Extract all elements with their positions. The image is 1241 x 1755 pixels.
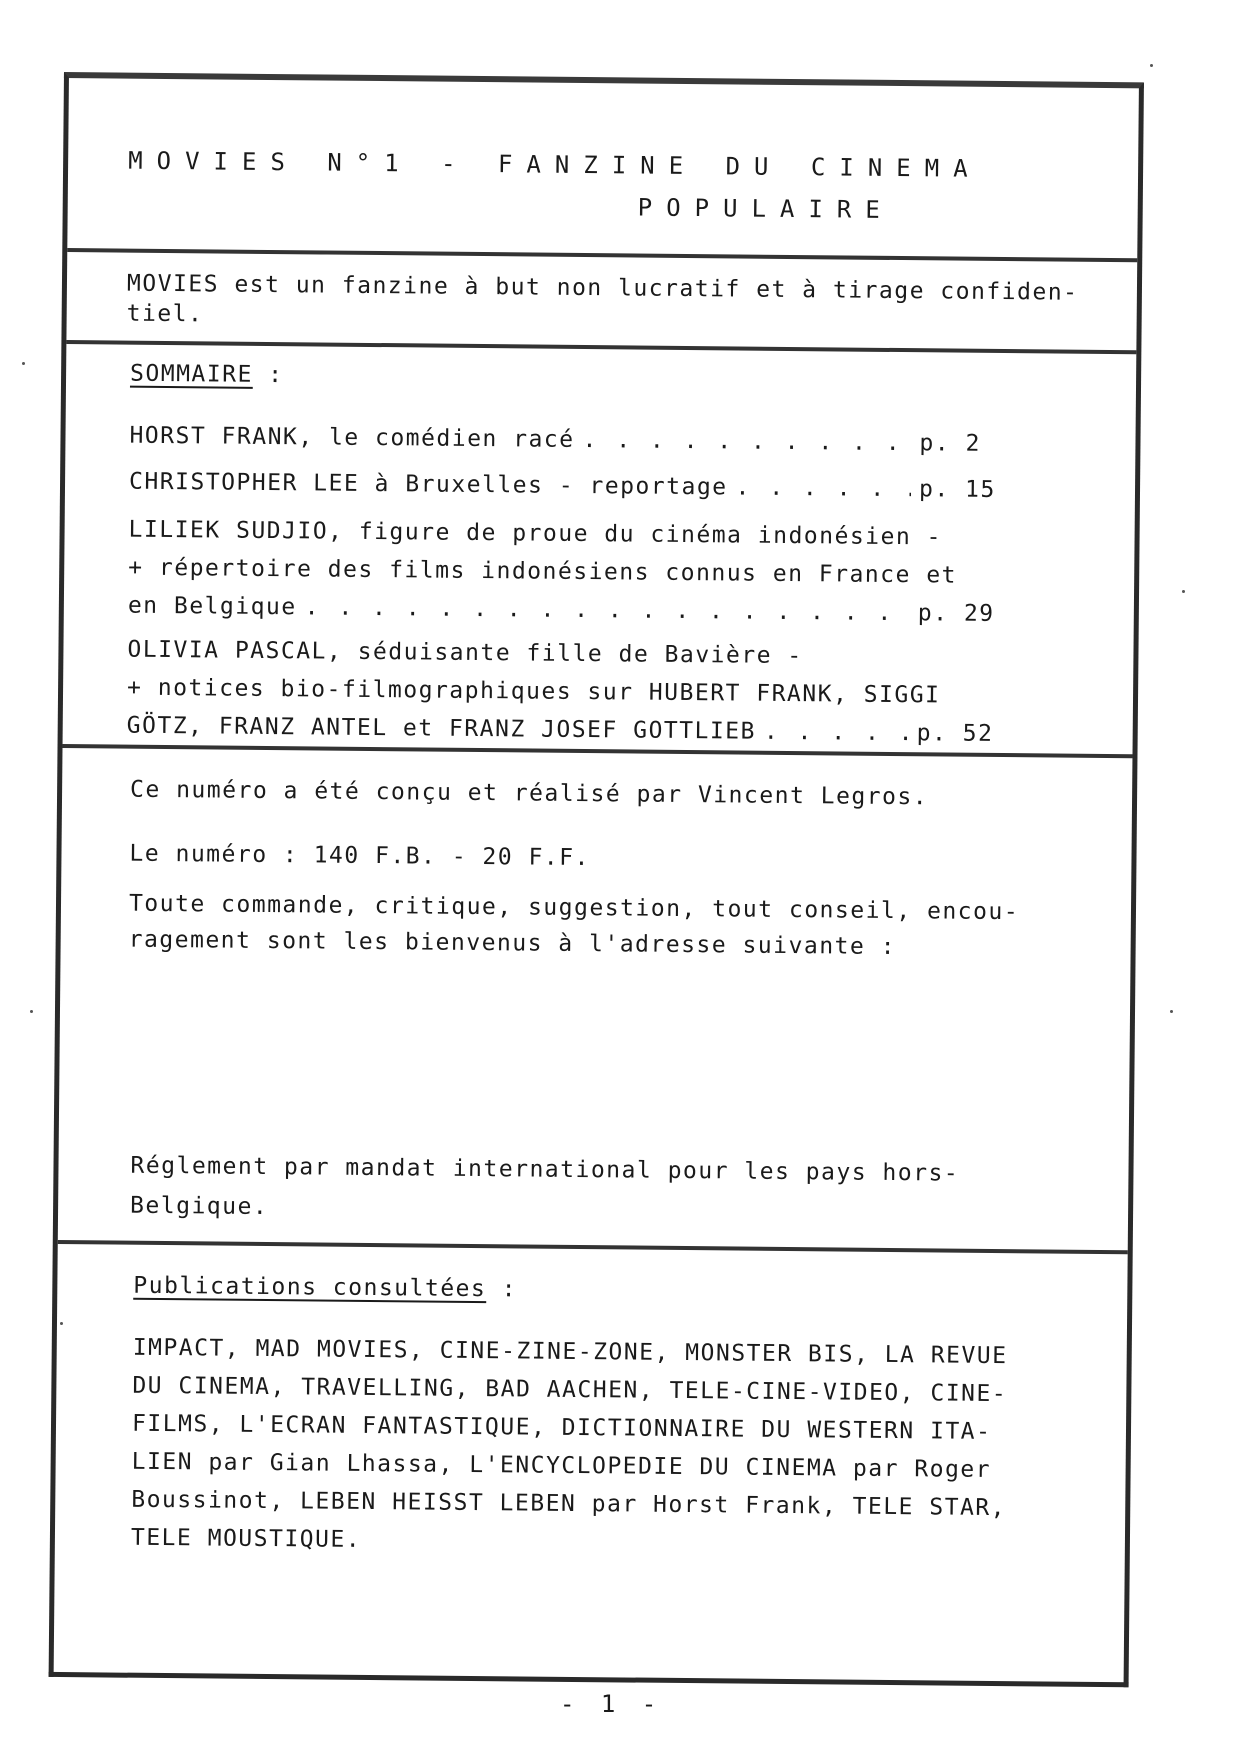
toc-entry-1-last: [129, 417, 1009, 463]
toc-entry-3-line-2: + répertoire des films indonésiens connus en France et: [128, 554, 958, 589]
toc-entry-4-page: p. 52: [916, 720, 994, 747]
toc-entry-3-last: [128, 587, 1008, 633]
credits-payment-line-1: Réglement par mandat international pour les pays hors-: [130, 1152, 960, 1187]
toc-entry-3-page: p. 29: [917, 600, 995, 627]
toc-entry-3-line-1: LILIEK SUDJIO, figure de proue du cinéma indonésien -: [128, 516, 943, 551]
scan-speck: [1170, 1010, 1173, 1013]
toc-entry-3-title: en Belgique: [127, 592, 297, 621]
publications-line-5: Boussinot, LEBEN HEISST LEBEN par Horst Frank, TELE STAR,: [131, 1486, 1007, 1522]
publications-line-1: IMPACT, MAD MOVIES, CINE-ZINE-ZONE, MONSTER BIS, LA REVUE: [132, 1334, 1008, 1370]
toc-entry-4: [127, 631, 1008, 753]
toc-entry-4-leader: [764, 713, 909, 752]
credits-author: Ce numéro a été conçu et réalisé par Vincent Legros.: [129, 776, 929, 811]
toc-entry-4-title: GÖTZ, FRANZ ANTEL et FRANZ JOSEF GOTTLIEB: [126, 712, 757, 745]
publications-heading: [133, 1267, 517, 1309]
publications-line-4: LIEN par Gian Lhassa, L'ENCYCLOPEDIE DU CINEMA par Roger: [131, 1448, 992, 1483]
toc-entry-2-page: p. 15: [918, 476, 996, 503]
toc-entry-3-leader: [305, 588, 911, 632]
toc-entry-2-title: CHRISTOPHER LEE à Bruxelles - reportage: [128, 468, 728, 501]
scan-speck: [22, 362, 25, 365]
title-line-2: POPULAIRE: [637, 193, 894, 224]
toc-entry-4-line-1: OLIVIA PASCAL, séduisante fille de Bavière -: [127, 636, 803, 670]
publications-line-2: DU CINEMA, TRAVELLING, BAD AACHEN, TELE-CINE-VIDEO, CINE-: [132, 1372, 1008, 1408]
toc-entry-4-line-2: + notices bio-filmographiques sur HUBERT FRANK, SIGGI: [126, 674, 941, 709]
publications-heading-colon: :: [486, 1276, 518, 1303]
scan-speck: [60, 1322, 63, 1325]
toc-entry-2-leader: [735, 468, 911, 508]
credits-price: Le numéro : 140 F.B. - 20 F.F.: [129, 840, 591, 872]
divider-header: [67, 248, 1137, 262]
document-frame: [49, 72, 1144, 1687]
scan-speck: [30, 1010, 33, 1013]
sommaire-heading: [130, 355, 284, 394]
toc-entry-1-leader: [582, 421, 911, 462]
divider-intro: [66, 340, 1136, 354]
scan-speck: [1182, 590, 1185, 593]
publications-line-6: TELE MOUSTIQUE.: [130, 1524, 362, 1553]
publications-line-3: FILMS, L'ECRAN FANTASTIQUE, DICTIONNAIRE DU WESTERN ITA-: [131, 1410, 992, 1445]
title-line-1: MOVIES N°1 - FANZINE DU CINEMA: [128, 146, 982, 183]
intro-line-1: MOVIES est un fanzine à but non lucratif et à tirage confiden-: [126, 270, 1079, 306]
toc-entry-2-last: [129, 463, 1009, 509]
sommaire-heading-colon: :: [252, 361, 284, 389]
credits-order-line-2: ragement sont les bienvenus à l'adresse suivante :: [128, 926, 897, 961]
intro-line-2: tiel.: [126, 300, 204, 328]
divider-credits: [58, 1240, 1128, 1254]
sommaire-heading-label: SOMMAIRE: [129, 360, 254, 388]
page-number: - 1 -: [560, 1690, 663, 1718]
toc-entry-1: [129, 417, 1009, 463]
credits-order-line-1: Toute commande, critique, suggestion, tout conseil, encou-: [128, 890, 1020, 926]
toc-entry-1-title: HORST FRANK, le comédien racé: [129, 422, 575, 453]
toc-entry-3: [128, 511, 1009, 633]
toc-entry-2: [129, 463, 1009, 509]
publications-heading-label: Publications consultées: [133, 1272, 487, 1303]
scan-speck: [1150, 64, 1153, 67]
toc-entry-1-page: p. 2: [919, 430, 981, 457]
credits-payment-line-2: Belgique.: [129, 1192, 269, 1221]
